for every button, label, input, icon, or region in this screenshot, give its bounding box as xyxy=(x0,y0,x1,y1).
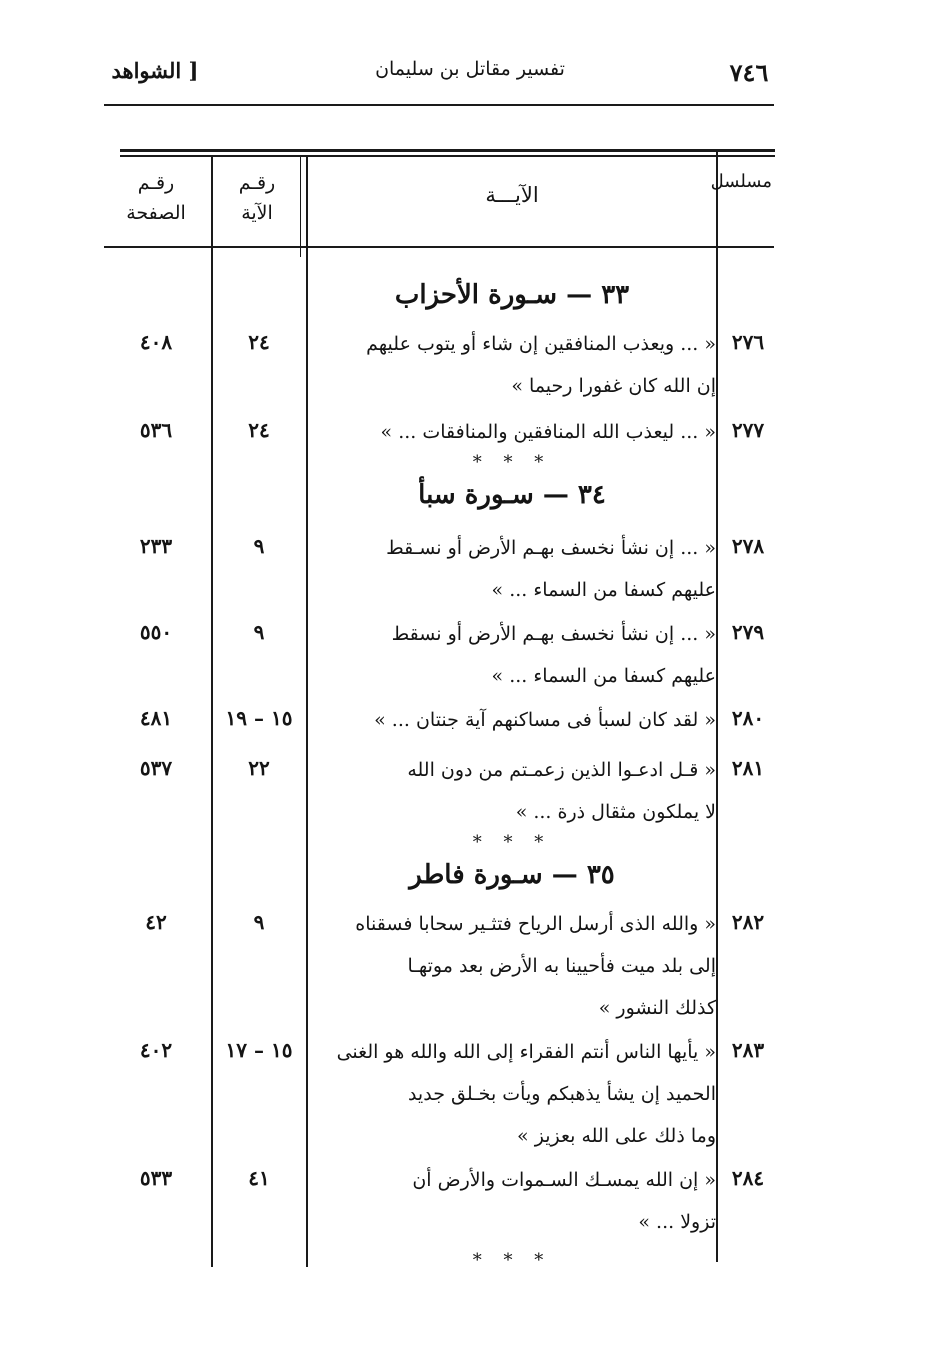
column-header-label: رقـم xyxy=(238,172,276,194)
column-header-label: الصفحة xyxy=(126,202,186,224)
ayah-number: ٩ xyxy=(253,910,265,934)
column-header-ayah-number xyxy=(214,168,300,228)
verse-line: لا يملكون مثقال ذرة ... » xyxy=(515,801,716,823)
verse-line: « ... ويعذب المنافقين إن شاء أو يتوب عليهم xyxy=(366,333,716,355)
verse-text xyxy=(312,323,716,407)
verse-text xyxy=(312,613,716,697)
serial-number: ٢٧٧ xyxy=(731,418,765,442)
verse-line: تزولا ... » xyxy=(638,1211,716,1233)
verse-text xyxy=(312,699,716,741)
verse-line: وما ذلك على الله بعزيز » xyxy=(517,1125,716,1147)
column-divider xyxy=(300,157,301,257)
serial-number: ٢٨٠ xyxy=(731,706,765,730)
verse-line: « يأيها الناس أنتم الفقراء إلى الله والله هو الغنى xyxy=(336,1041,716,1063)
table-top-rule xyxy=(120,149,775,152)
verse-text xyxy=(312,749,716,833)
verse-line: « ... ليعذب الله المنافقين والمنافقات ... » xyxy=(380,421,716,443)
ayah-number: ١٥ – ١٩ xyxy=(225,706,293,730)
page-reference: ٤٠٨ xyxy=(139,330,173,354)
serial-number: ٢٨٢ xyxy=(731,910,765,934)
surah-heading: ٣٤ — سـورة سبأ xyxy=(418,480,606,510)
column-header-label: الآية xyxy=(241,202,273,224)
page-reference: ٥٣٧ xyxy=(139,756,173,780)
verse-text xyxy=(312,411,716,453)
verse-line: إن الله كان غفورا رحيما » xyxy=(511,375,716,397)
column-header-verse: الآيـــة xyxy=(485,183,539,207)
header-rule xyxy=(104,104,774,106)
section-name: [ الشواهد xyxy=(111,58,199,83)
verse-line: عليهم كسفا من السماء ... » xyxy=(491,665,716,687)
verse-line: « ... إن نشأ نخسف بهـم الأرض أو نسـقط xyxy=(386,537,716,559)
section-separator: * * * xyxy=(472,452,552,473)
verse-line: الحميد إن يشأ يذهبكم ويأت بخـلق جديد xyxy=(407,1083,716,1105)
section-separator: * * * xyxy=(472,832,552,853)
ayah-number: ٩ xyxy=(253,620,265,644)
column-header-label: مسلسل xyxy=(710,171,772,192)
verse-line: « ... إن نشأ نخسف بهـم الأرض أو نسقط xyxy=(391,623,716,645)
verse-text xyxy=(312,1159,716,1243)
page-reference: ٥٥٠ xyxy=(139,620,173,644)
verse-line: « لقد كان لسبأ فى مساكنهم آية جنتان ... » xyxy=(374,709,716,731)
column-header-serial xyxy=(710,170,772,194)
column-header-label: رقـم xyxy=(137,172,175,194)
verse-line: عليهم كسفا من السماء ... » xyxy=(491,579,716,601)
section-separator: * * * xyxy=(472,1250,552,1271)
page-number: ٧٤٦ xyxy=(729,58,769,87)
table-header-rule xyxy=(104,246,774,248)
column-divider xyxy=(716,152,718,1262)
column-divider xyxy=(306,157,308,1267)
page-reference: ٤٨١ xyxy=(139,706,173,730)
page-reference: ٤٠٢ xyxy=(139,1038,173,1062)
page-reference: ٥٣٣ xyxy=(139,1166,173,1190)
verse-line: إلى بلد ميت فأحيينا به الأرض بعد موتهـا xyxy=(407,955,716,977)
verse-line: كذلك النشور » xyxy=(598,997,716,1019)
page-reference: ٤٢ xyxy=(145,910,167,934)
ayah-number: ٤١ xyxy=(248,1166,270,1190)
verse-line: « والله الذى أرسل الرياح فتثـير سحابا فسقناه xyxy=(355,913,716,935)
page-reference: ٥٣٦ xyxy=(139,418,173,442)
verse-text xyxy=(312,1031,716,1157)
serial-number: ٢٨٣ xyxy=(731,1038,765,1062)
verse-line: « قـل ادعـوا الذين زعمـتم من دون الله xyxy=(407,759,716,781)
ayah-number: ٢٤ xyxy=(248,330,270,354)
ayah-number: ١٥ – ١٧ xyxy=(225,1038,293,1062)
verse-text xyxy=(312,903,716,1029)
column-divider xyxy=(211,157,213,1267)
serial-number: ٢٨٤ xyxy=(731,1166,765,1190)
ayah-number: ٢٤ xyxy=(248,418,270,442)
serial-number: ٢٧٩ xyxy=(731,620,765,644)
serial-number: ٢٨١ xyxy=(731,756,765,780)
serial-number: ٢٧٨ xyxy=(731,534,765,558)
verse-text xyxy=(312,527,716,611)
surah-heading: ٣٥ — سـورة فاطر xyxy=(409,860,615,890)
ayah-number: ٢٢ xyxy=(248,756,270,780)
ayah-number: ٩ xyxy=(253,534,265,558)
running-title: تفسير مقاتل بن سليمان xyxy=(375,58,565,80)
serial-number: ٢٧٦ xyxy=(731,330,765,354)
table-top-rule xyxy=(120,155,775,157)
column-header-page-number xyxy=(104,168,208,228)
verse-line: « إن الله يمسـك السـموات والأرض أن xyxy=(412,1169,716,1191)
surah-heading: ٣٣ — سـورة الأحزاب xyxy=(394,280,630,310)
page-reference: ٢٣٣ xyxy=(139,534,173,558)
